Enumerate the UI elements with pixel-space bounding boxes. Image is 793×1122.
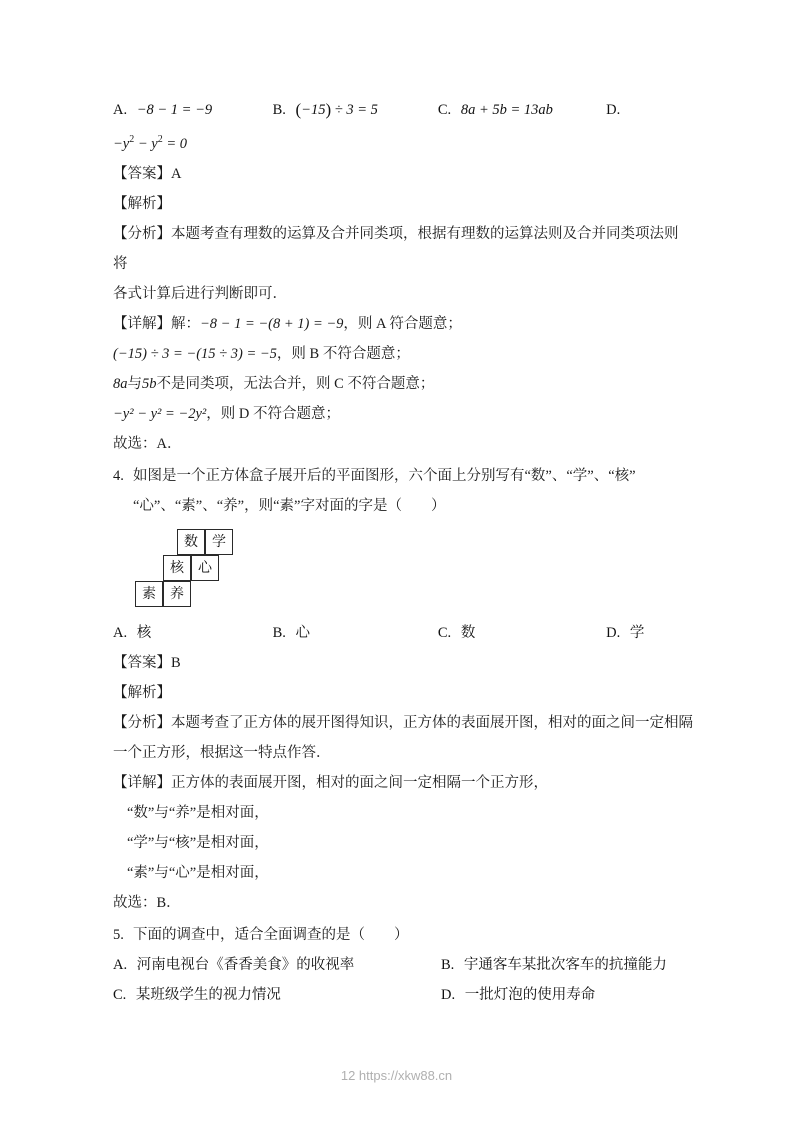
q3-line4-suffix: ，则 D 不符合题意； [206,405,340,422]
q3-choice-b-rest: ÷ 3 = 5 [334,102,378,118]
q5-option-b-label: B. [441,956,455,973]
q4-stem-text1: 如图是一个正方体盒子展开后的平面图形，六个面上分别写有“数”、“学”、“核” [133,467,636,484]
q4-guxuan: 故选：B． [113,894,181,911]
q3-fenxi-line2: 各式计算后进行判断即可． [113,285,287,302]
q3-choice-a-label: A. [113,102,128,118]
q4-option-a [113,618,273,648]
q5-options-row-2 [113,980,683,1010]
q5-option-a-text: 河南电视台《香香美食》的收视率 [136,956,355,973]
q3-analysis-tag: 【解析】 [113,195,171,212]
q4-option-c-text: 数 [460,624,476,641]
q3-xiangjie-line3 [113,369,683,399]
q5-option-d [441,980,681,1010]
question-5 [113,920,683,1010]
q4-options-row [113,618,683,648]
q3-xiangjie-tag: 【详解】 [113,315,171,332]
q3-choice-d [606,95,683,125]
q4-option-d [606,618,683,648]
q3-choice-b-label: B. [272,102,286,118]
q3-line3-mid: 与 [127,375,142,392]
net-cell-xin: 心 [191,555,219,581]
q4-fenxi-line2: 一个正方形，根据这一特点作答． [113,744,331,761]
q4-number: 4. [113,467,124,484]
document-content [113,95,693,1010]
q3-xiangjie-line2 [113,339,683,369]
q3-fenxi-line1 [113,219,683,279]
net-cell-yang: 养 [163,581,191,607]
q3-xiangjie-expr1: −8 − 1 = −(8 + 1) = −9 [200,315,344,332]
q5-option-a-label: A. [113,956,128,973]
q3-line3-expr-a: 8a [113,375,128,392]
q3-choice-c-label: C. [437,102,452,118]
q4-option-d-label: D. [606,624,621,641]
q3-choice-d-expr-line [113,125,683,159]
page-footer-watermark: 12 https://xkw88.cn [340,1068,453,1083]
q3-guxuan: 故选：A． [113,435,182,452]
q5-stem-line [113,920,683,950]
q5-options-row-1 [113,950,683,980]
q4-option-b-text: 心 [295,624,310,641]
q3-choice-b-paren-close: ) [325,100,332,119]
q3-choice-a [113,95,273,125]
q4-xiangjie-line [113,768,683,798]
q4-pair-3: “素”与“心”是相对面， [127,864,269,881]
q3-line4-expr: −y² − y² = −2y² [113,405,207,422]
q4-fenxi-tag: 【分析】 [113,714,171,731]
q5-option-b [441,950,681,980]
q4-stem-line1 [113,461,683,491]
net-cell-su: 素 [135,581,163,607]
q3-xiangjie-suffix1: ，则 A 符合题意； [343,315,462,332]
q3-d-expr-mid: − y [134,135,158,152]
q3-d-expr-sup1: 2 [129,134,135,145]
q5-option-c-label: C. [113,986,127,1003]
q5-option-d-label: D. [441,986,456,1003]
q5-option-b-text: 宇通客车某批次客车的抗撞能力 [463,956,667,973]
q3-choices-row [113,95,683,125]
cube-net-diagram [123,529,243,614]
q3-line2-expr: (−15) ÷ 3 = −(15 ÷ 3) = −5 [113,345,277,362]
q3-choice-c [438,95,606,125]
q4-option-c [438,618,606,648]
q4-xiangjie-text: 正方体的表面展开图，相对的面之间一定相隔一个正方形， [171,774,548,791]
q4-analysis-tag: 【解析】 [113,684,171,701]
q3-line3-expr-b: 5b [142,375,157,392]
q5-option-a [113,950,441,980]
q4-option-b-label: B. [272,624,286,641]
q4-xiangjie-tag: 【详解】 [113,774,171,791]
net-cell-xue: 学 [205,529,233,555]
q3-fenxi-text: 本题考查有理数的运算及合并同类项，根据有理数的运算法则及合并同类项法则将 [113,225,679,272]
q5-stem-text: 下面的调查中，适合全面调查的是（ ） [133,926,409,943]
q4-fenxi-line1 [113,708,693,738]
q3-choice-c-expr: 8a + 5b = 13ab [460,102,553,118]
q4-pair-2: “学”与“核”是相对面， [127,834,269,851]
q3-choice-a-expr: −8 − 1 = −9 [136,102,213,118]
q4-pair-1: “数”与“养”是相对面， [127,804,269,821]
q4-fenxi-text1: 本题考查了正方体的展开图得知识，正方体的表面展开图，相对的面之间一定相隔 [171,714,693,731]
net-cell-he: 核 [163,555,191,581]
q4-option-c-label: C. [437,624,452,641]
q3-line3-suffix: 不是同类项，无法合并，则 C 不符合题意； [156,375,435,392]
question-4 [113,461,693,918]
q4-option-a-text: 核 [136,624,152,641]
q3-d-expr-sup2: 2 [157,134,163,145]
q3-choice-b-inner: −15 [301,102,326,118]
q3-choice-b [273,95,438,125]
q4-option-d-text: 学 [629,624,645,641]
q5-option-d-text: 一批灯泡的使用寿命 [464,986,596,1003]
q3-line2-suffix: ，则 B 不符合题意； [276,345,410,362]
q4-option-b [273,618,438,648]
q3-answer: 【答案】A [113,165,182,182]
q3-xiangjie-prefix: 解： [171,315,200,332]
q3-xiangjie-line4 [113,399,683,429]
q3-d-expr-part1: −y [113,135,130,152]
q3-choice-b-paren-open: ( [295,100,302,119]
q3-fenxi-tag: 【分析】 [113,225,171,242]
q4-option-a-label: A. [113,624,128,641]
q3-d-expr-end: = 0 [162,135,188,152]
net-cell-shu: 数 [177,529,205,555]
q3-xiangjie-line1 [113,309,683,339]
q4-answer: 【答案】B [113,654,181,671]
q5-number: 5. [113,926,124,943]
q3-choice-d-label: D. [606,102,621,118]
q5-option-c-text: 某班级学生的视力情况 [135,986,281,1003]
q5-option-c [113,980,441,1010]
q4-stem-line2: “心”、“素”、“养”，则“素”字对面的字是（ ） [133,497,446,514]
